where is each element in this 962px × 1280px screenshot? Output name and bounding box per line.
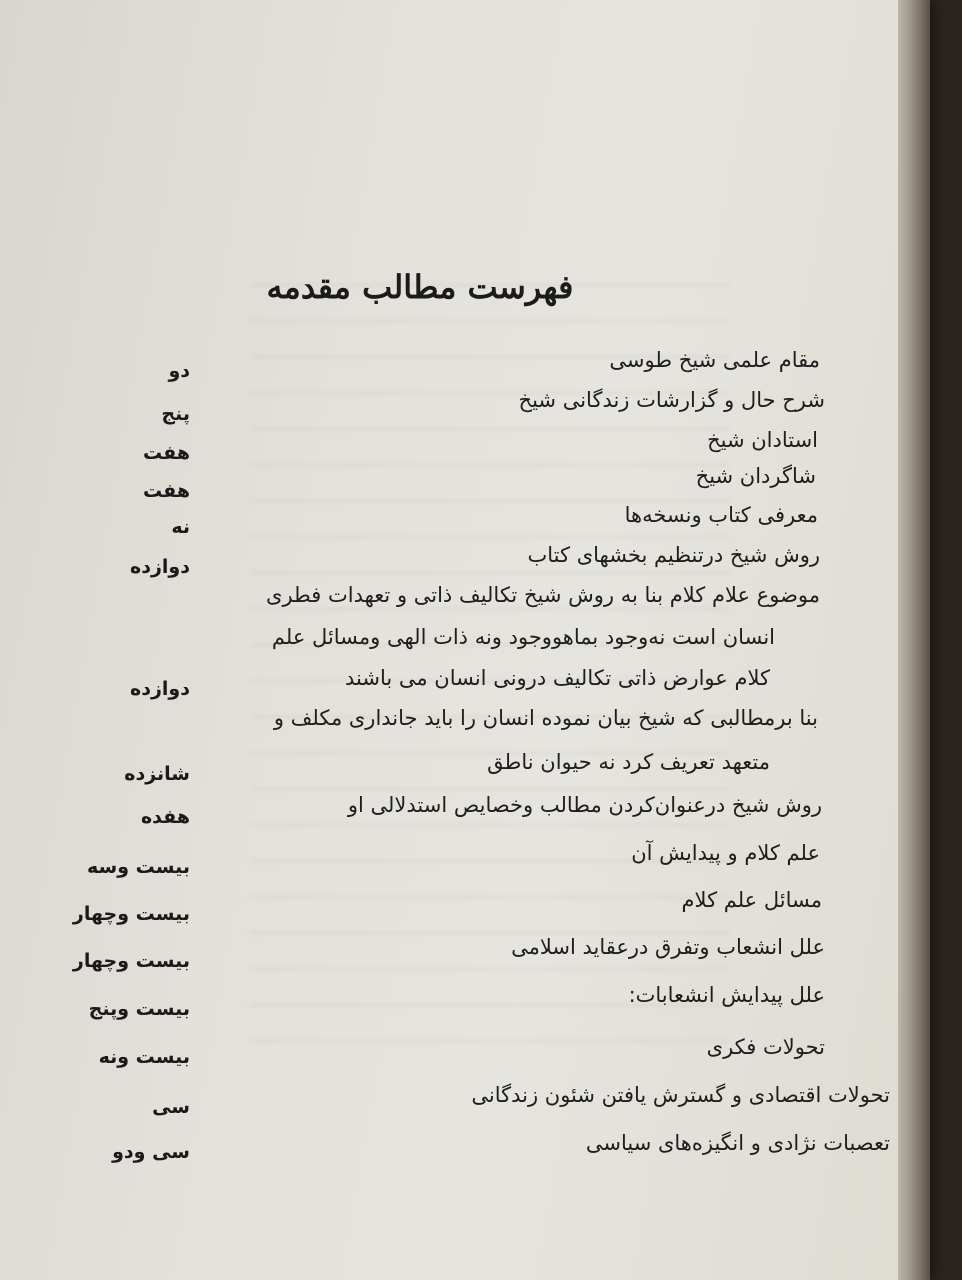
toc-entry-page: بیست وچهار bbox=[72, 903, 190, 925]
toc-entry-text: تحولات اقتصادی و گسترش یافتن شئون زندگانی bbox=[471, 1083, 890, 1107]
toc-entry-page: دوازده bbox=[130, 556, 190, 578]
toc-entry-page: بیست وچهار bbox=[72, 950, 190, 972]
toc-entry-text: علل انشعاب وتفرق درعقاید اسلامی bbox=[511, 935, 825, 959]
toc-entry-text: تحولات فکری bbox=[706, 1035, 825, 1059]
toc-entry-text: معرفی کتاب ونسخه‌ها bbox=[624, 503, 818, 527]
toc-entry-page: بیست ونه bbox=[98, 1046, 190, 1068]
toc-entry-page: دو bbox=[168, 360, 190, 382]
toc-entry-text: کلام عوارض ذاتی تکالیف درونی انسان می باشند bbox=[344, 666, 770, 690]
toc-entry-text: متعهد تعریف کرد نه حیوان ناطق bbox=[487, 750, 770, 774]
toc-entry-text: علم کلام و پیدایش آن bbox=[631, 841, 820, 865]
toc-entry-page: هفده bbox=[140, 806, 190, 828]
toc-entry-page: بیست وسه bbox=[87, 856, 190, 878]
toc-entry-text: روش شیخ درتنظیم بخشهای کتاب bbox=[527, 543, 820, 567]
toc-entry-text: انسان است نه‌وجود بماهووجود ونه ذات الهی ومسائل علم bbox=[271, 625, 775, 649]
toc-entry-text: علل پیدایش انشعابات: bbox=[628, 983, 825, 1007]
toc-entry-text: مسائل علم کلام bbox=[681, 888, 822, 912]
toc-entry-page: سی ودو bbox=[112, 1141, 190, 1163]
toc-entry-text: استادان شیخ bbox=[707, 428, 818, 452]
toc-entry-text: تعصبات نژادی و انگیزه‌های سیاسی bbox=[585, 1131, 890, 1155]
toc-entry-page: دوازده bbox=[130, 678, 190, 700]
toc-entry-text: مقام علمی شیخ طوسی bbox=[609, 348, 820, 372]
toc-entry-text: روش شیخ درعنوان‌کردن مطالب وخصایص استدلالی او bbox=[347, 793, 822, 817]
toc-entry-page: نه bbox=[171, 516, 190, 538]
toc-entry-page: بیست وپنج bbox=[88, 998, 190, 1020]
toc-entry-page: هفت bbox=[143, 480, 190, 502]
toc-entry-page: هفت bbox=[143, 442, 190, 464]
toc-entry-page: سی bbox=[152, 1096, 190, 1118]
toc-entry-text: شرح حال و گزارشات زندگانی شیخ bbox=[518, 388, 825, 412]
toc-entry-text: شاگردان شیخ bbox=[695, 464, 816, 488]
toc-entry-page: پنج bbox=[161, 403, 190, 425]
toc-entry-text: موضوع علام کلام بنا به روش شیخ تکالیف ذاتی و تعهدات فطری bbox=[266, 583, 820, 607]
toc-entry-page: شانزده bbox=[124, 763, 190, 785]
toc-title: فهرست مطالب مقدمه bbox=[266, 268, 574, 306]
toc-entry-text: بنا برمطالبی که شیخ بیان نموده انسان را باید جانداری مکلف و bbox=[273, 706, 818, 730]
